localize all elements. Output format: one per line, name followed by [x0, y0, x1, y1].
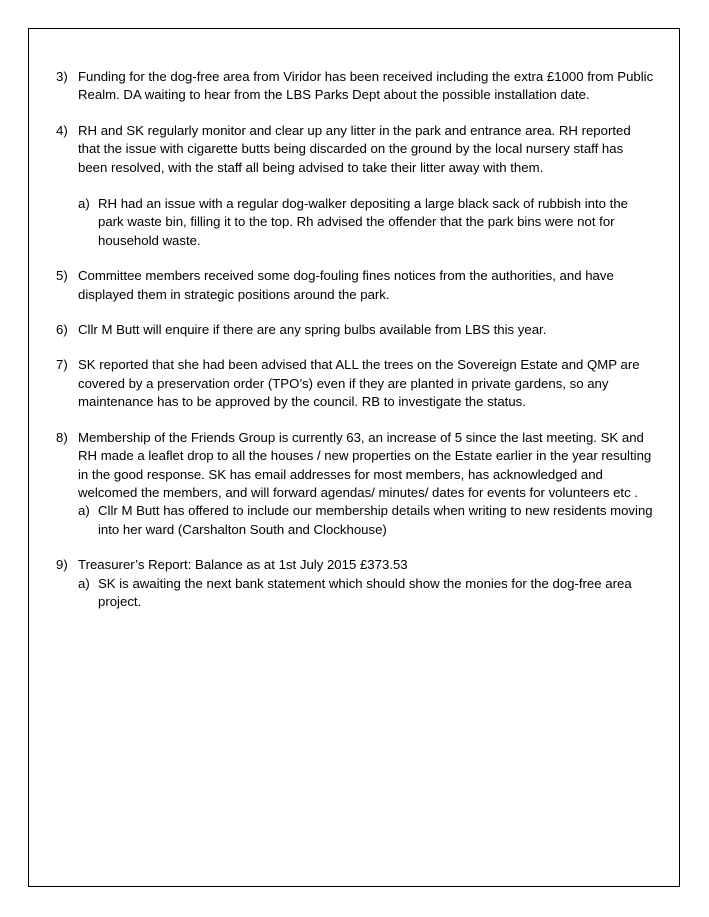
list-item: [56, 321, 656, 339]
item-text: Committee members received some dog-fouling fines notices from the authorities, and have displayed them in strategic positions around the park.: [78, 268, 614, 302]
item-number: 9): [56, 557, 68, 573]
item-number: 8): [56, 429, 68, 445]
item-number: 6): [56, 322, 68, 338]
item-text: Treasurer’s Report: Balance as at 1st July 2015 £373.53: [78, 557, 408, 573]
list-item: [56, 356, 656, 411]
sub-item: [78, 195, 656, 250]
list-item: [56, 556, 656, 611]
sub-item-letter: a): [78, 503, 90, 519]
sub-item-text: RH had an issue with a regular dog-walker depositing a large black sack of rubbish into the park waste bin, filling it to the top. Rh advised the offender that the park bins were not for household waste.: [98, 196, 628, 248]
item-text: RH and SK regularly monitor and clear up any litter in the park and entrance area. RH reported that the issue with cigarette butts being discarded on the ground by the local nursery staff has been resolved, with the staff all being advised to take their litter away with them.: [78, 122, 631, 175]
list-item: [56, 429, 656, 539]
item-number: 3): [56, 69, 68, 84]
sub-item: [78, 502, 656, 539]
sub-item-letter: a): [78, 575, 90, 591]
sub-item-text: SK is awaiting the next bank statement which should show the monies for the dog-free area project.: [98, 575, 632, 609]
item-text: SK reported that she had been advised that ALL the trees on the Sovereign Estate and QMP are covered by a preservation order (TPO’s) even if they are planted in private gardens, so any maintenance has to be approved by the council. RB to investigate the status.: [78, 357, 640, 410]
sub-item-text: Cllr M Butt has offered to include our membership details when writing to new residents moving into her ward (Carshalton South and Clockhouse): [98, 503, 653, 537]
item-text: Funding for the dog-free area from Viridor has been received including the extra £1000 from Public Realm. DA waiting to hear from the LBS Parks Dept about the possible installation date.: [78, 69, 654, 103]
minutes-content: [56, 68, 656, 628]
item-number: 7): [56, 357, 68, 373]
sub-item: [78, 575, 656, 612]
sub-item-letter: a): [78, 196, 90, 212]
list-item: [56, 68, 656, 105]
item-text: Cllr M Butt will enquire if there are any spring bulbs available from LBS this year.: [78, 322, 547, 338]
item-number: 4): [56, 122, 68, 138]
item-text: Membership of the Friends Group is currently 63, an increase of 5 since the last meeting. SK and RH made a leaflet drop to all the houses / new properties on the Estate earlier in the year resulting in the good response. SK has email addresses for most members, has acknowledged and welcomed the members, and will forward agendas/ minutes/ dates for events for volunteers etc .: [78, 429, 652, 500]
list-item: [56, 267, 656, 304]
list-item: [56, 122, 656, 250]
item-number: 5): [56, 268, 68, 284]
